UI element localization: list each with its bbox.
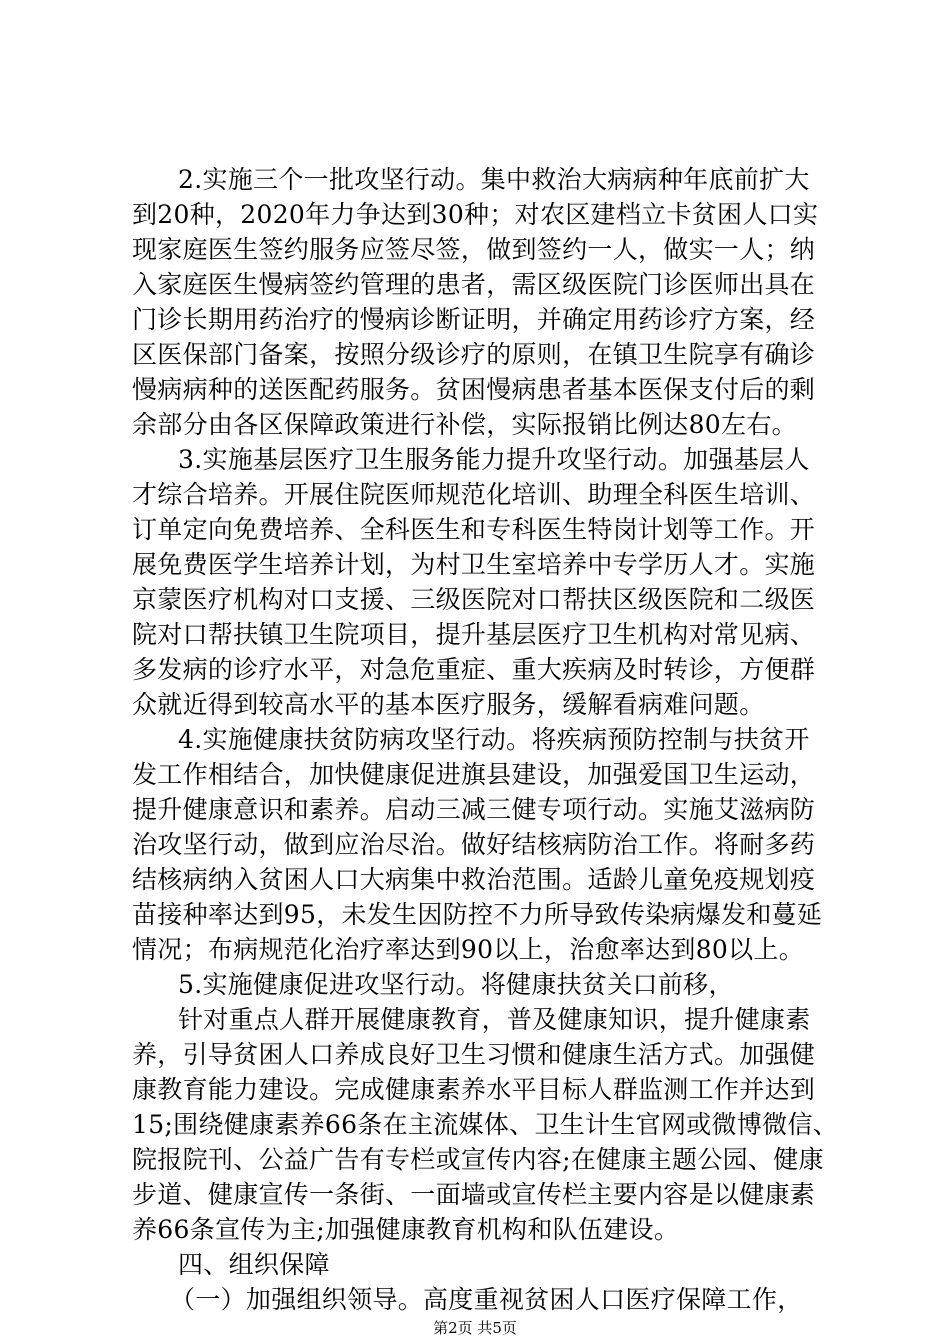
text-line: 院对口帮扶镇卫生院项目，提升基层医疗卫生机构对常见病、	[132, 620, 816, 649]
text-line: 多发病的诊疗水平，对急危重症、重大疾病及时转诊，方便群	[132, 655, 816, 684]
text-line: 订单定向免费培养、全科医生和专科医生特岗计划等工作。开	[132, 515, 816, 544]
text-line: 区医保部门备案，按照分级诊疗的原则，在镇卫生院享有确诊	[132, 340, 816, 369]
text-line: 现家庭医生签约服务应签尽签，做到签约一人，做实一人；纳	[132, 235, 816, 264]
text-line: 2.实施三个一批攻坚行动。集中救治大病病种年底前扩大	[178, 165, 810, 194]
text-line: 京蒙医疗机构对口支援、三级医院对口帮扶区级医院和二级医	[132, 585, 816, 614]
text-line: 步道、健康宣传一条街、一面墙或宣传栏主要内容是以健康素	[132, 1180, 816, 1209]
text-line: 苗接种率达到95，未发生因防控不力所导致传染病爆发和蔓延	[132, 900, 823, 929]
text-line: 情况；布病规范化治疗率达到90以上，治愈率达到80以上。	[132, 935, 805, 964]
text-line: 3.实施基层医疗卫生服务能力提升攻坚行动。加强基层人	[178, 445, 810, 474]
text-line: 才综合培养。开展住院医师规范化培训、助理全科医生培训、	[132, 480, 816, 509]
text-line: 治攻坚行动，做到应治尽治。做好结核病防治工作。将耐多药	[132, 830, 816, 859]
text-line: 提升健康意识和素养。启动三减三健专项行动。实施艾滋病防	[132, 795, 816, 824]
text-line: （一）加强组织领导。高度重视贫困人口医疗保障工作，	[170, 1285, 803, 1314]
section-heading: 四、组织保障	[178, 1250, 330, 1279]
text-line: 康教育能力建设。完成健康素养水平目标人群监测工作并达到	[132, 1075, 816, 1104]
text-line: 众就近得到较高水平的基本医疗服务，缓解看病难问题。	[132, 690, 765, 719]
text-line: 门诊长期用药治疗的慢病诊断证明，并确定用药诊疗方案，经	[132, 305, 816, 334]
text-line: 5.实施健康促进攻坚行动。将健康扶贫关口前移，	[178, 970, 734, 999]
text-line: 15;围绕健康素养66条在主流媒体、卫生计生官网或微博微信、	[132, 1110, 839, 1139]
text-line: 到20种，2020年力争达到30种；对农区建档立卡贫困人口实	[132, 200, 819, 229]
text-line: 针对重点人群开展健康教育，普及健康知识，提升健康素	[178, 1005, 811, 1034]
text-line: 慢病病种的送医配药服务。贫困慢病患者基本医保支付后的剩	[132, 375, 816, 404]
text-line: 院报院刊、公益广告有专栏或宣传内容;在健康主题公园、健康	[132, 1145, 824, 1174]
text-line: 余部分由各区保障政策进行补偿，实际报销比例达80左右。	[132, 410, 797, 439]
text-line: 养66条宣传为主;加强健康教育机构和队伍建设。	[132, 1215, 680, 1244]
text-line: 4.实施健康扶贫防病攻坚行动。将疾病预防控制与扶贫开	[178, 725, 810, 754]
text-line: 养，引导贫困人口养成良好卫生习惯和健康生活方式。加强健	[132, 1040, 816, 1069]
text-line: 入家庭医生慢病签约管理的患者，需区级医院门诊医师出具在	[132, 270, 816, 299]
page-footer: 第2页 共5页	[433, 1319, 517, 1337]
text-line: 结核病纳入贫困人口大病集中救治范围。适龄儿童免疫规划疫	[132, 865, 816, 894]
text-line: 展免费医学生培养计划，为村卫生室培养中专学历人才。实施	[132, 550, 816, 579]
text-line: 发工作相结合，加快健康促进旗县建设，加强爱国卫生运动，	[132, 760, 816, 789]
